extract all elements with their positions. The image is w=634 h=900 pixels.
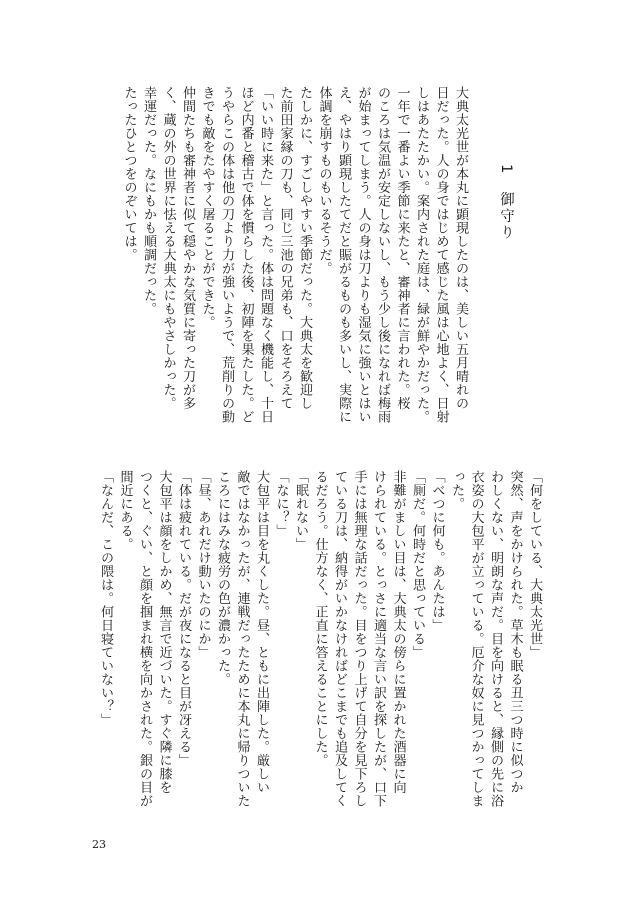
- text-column: きでも敵をたやすく屠ることができた。: [199, 86, 215, 329]
- text-column: つくと、ぐい、と顔を掴まれ横を向かされた。銀の目が: [137, 470, 152, 808]
- text-column: 「なんだ、この隈は。何日寝ていない？」: [98, 470, 113, 727]
- text-column: 大包平は顔をしかめ、無言で近づいた。すぐ隣に膝を: [156, 470, 172, 794]
- text-column: 大典太光世が本丸に顕現したのは、美しい五月晴れの: [453, 86, 468, 410]
- chapter-number: 1: [498, 164, 514, 176]
- text-column: 幸運だった。なにもかも順調だった。: [141, 86, 156, 316]
- text-column: 「厠だ。何時だと思っている」: [410, 470, 425, 659]
- chapter-heading: [496, 164, 517, 241]
- text-column: 間近にある。: [117, 470, 133, 551]
- text-column: 「なに？」: [273, 470, 289, 538]
- text-column: 仲間たちも審神者に似て穏やかな気質に寄った刀が多: [180, 86, 195, 410]
- text-column: 一年で一番よい季節に来たと、審神者に言われた。桜: [394, 86, 410, 410]
- text-column: 非難がましい目は、大典太の傍らに置かれた酒器に向: [390, 470, 406, 794]
- text-column: るだろう。仕方なく、正直に答えることにした。: [312, 470, 328, 767]
- text-column: 大包平は目を丸くした。昼、ともに出陣した。厳しい: [254, 470, 269, 794]
- page-number: 23: [92, 838, 106, 851]
- text-column: ほど内番と稽古で体を慣らした後、初陣を果たした。ど: [238, 86, 254, 424]
- text-column: え、やはり顕現したてだと賑がるものも多いし、実際に: [336, 86, 351, 424]
- text-column: た前田家縁の刀も、同じ三池の兄弟も、口をそろえて: [277, 86, 293, 410]
- text-column: うやらこの体は他の刀より力が強いようで、荒削りの動: [219, 86, 234, 424]
- text-column: く、蔵の外の世界に怯える大典太にもやさしかった。: [160, 86, 176, 410]
- text-column: わしくない、明朗な声だ。目を向けると、縁側の先に浴: [488, 470, 503, 808]
- text-column: 「いい時に来た」と言った。体は問題なく機能し、十日: [258, 86, 273, 424]
- text-column: った。: [449, 470, 464, 511]
- text-column: けられている。とっさに適当な言い訳を探したが、口下: [371, 470, 386, 808]
- chapter-title: 御守り: [498, 191, 514, 242]
- text-column: 「べつに何も。あんたは」: [429, 470, 445, 632]
- text-column: のころは気温が安定しないし、もう少し後になれば梅雨: [375, 86, 390, 424]
- text-column: 「昼、あれだけ動いたのにか」: [195, 470, 211, 659]
- text-column: ころにはみな疲労の色が濃かった。: [215, 470, 230, 686]
- text-column: しはあたたかい。案内された庭は、緑が鮮やかだった。: [414, 86, 429, 424]
- text-column: ている刀は、納得がいかなければどこまでも追及してく: [332, 470, 347, 808]
- text-column: 体調を崩すものもいるそうだ。: [316, 86, 332, 275]
- text-column: 敵ではなかったが、連戦だったために本丸に帰りついた: [234, 470, 250, 808]
- text-column: 「体は疲れている。だが夜になると目が冴える」: [176, 470, 191, 767]
- text-column: 日だった。人の身ではじめて感じた風は心地よく、日射: [433, 86, 449, 424]
- text-column: 衣姿の大包平が立っている。厄介な奴に見つかってしま: [468, 470, 484, 808]
- text-column: たしかに、すごしやすい季節だった。大典太を歓迎し: [297, 86, 312, 410]
- lower-text-block: [96, 470, 545, 808]
- text-column: たったひとつをのぞいては。: [121, 86, 137, 262]
- text-column: 突然、声をかけられた。草木も眠る丑三つ時に似つか: [507, 470, 523, 794]
- text-column: 手には無理な話だった。目をつり上げて自分を見下ろし: [351, 470, 367, 808]
- text-column: 「何をしている、大典太光世」: [527, 470, 542, 659]
- text-column: が始まってしまう。人の身は刀よりも湿気に強いとはい: [355, 86, 371, 424]
- text-column: 「眠れない」: [293, 470, 308, 551]
- upper-text-block: [119, 86, 470, 424]
